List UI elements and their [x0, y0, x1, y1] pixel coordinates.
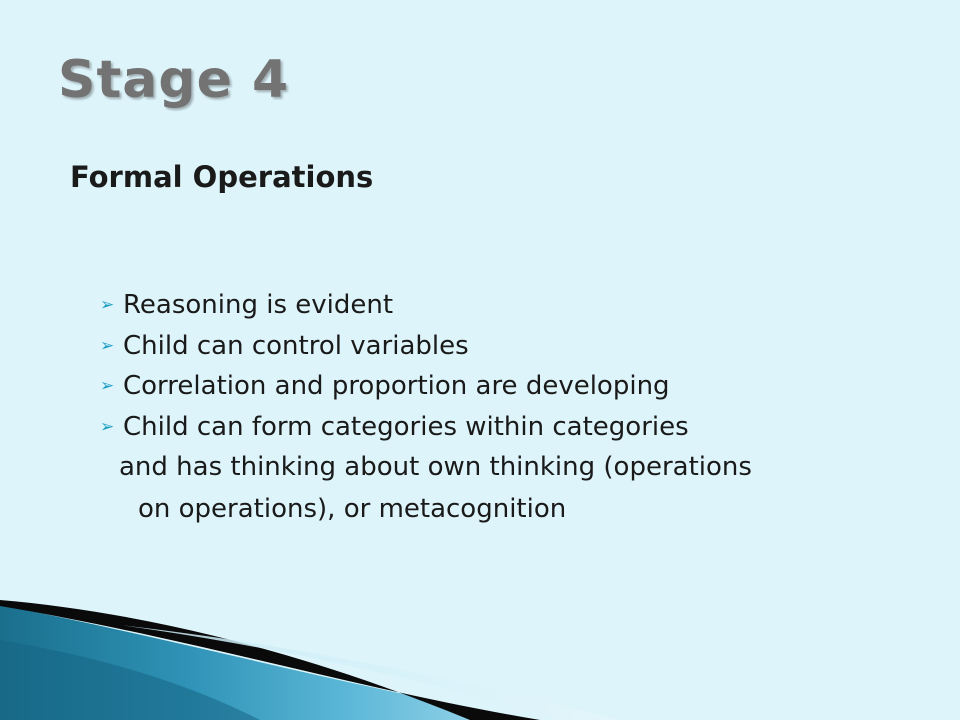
- bullet-text: Reasoning is evident: [123, 290, 394, 320]
- bullet-text: Correlation and proportion are developing: [123, 371, 670, 401]
- arrow-bullet-icon: ➢: [100, 295, 115, 315]
- bullet-item: [100, 369, 900, 410]
- continuation-line: on operations), or metacognition: [138, 494, 567, 524]
- arrow-bullet-icon: ➢: [100, 416, 115, 437]
- bullet-list: [100, 288, 900, 450]
- bullet-text: Child can control variables: [123, 330, 469, 361]
- slide-subtitle: Formal Operations: [70, 160, 374, 194]
- bullet-item: [100, 329, 900, 370]
- bullet-text: Child can form categories within categories: [123, 411, 689, 442]
- arrow-bullet-icon: ➢: [100, 376, 115, 396]
- continuation-line: and has thinking about own thinking (operations: [119, 452, 752, 482]
- slide-title: Stage 4: [58, 50, 290, 110]
- arrow-bullet-icon: ➢: [100, 335, 115, 356]
- bullet-item: [100, 410, 900, 451]
- bullet-item: [100, 288, 900, 329]
